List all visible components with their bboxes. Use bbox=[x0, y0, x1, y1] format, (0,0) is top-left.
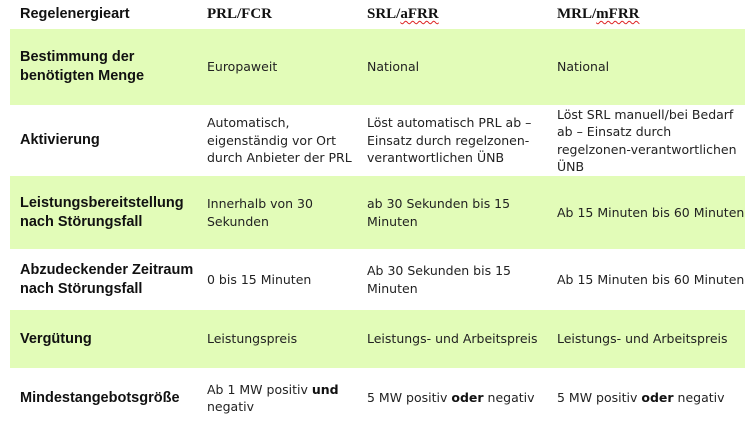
cell-mrl: Leistungs- und Arbeitspreis bbox=[557, 331, 728, 347]
cell-prl bbox=[197, 381, 357, 416]
cell-prl: Europaweit bbox=[207, 59, 278, 75]
cell-mrl: Ab 15 Minuten bis 60 Minuten bbox=[557, 204, 745, 220]
regelenergie-table bbox=[10, 0, 745, 428]
row-label: Mindestangebotsgröße bbox=[20, 389, 180, 406]
cell-srl: Leistungs- und Arbeitspreis bbox=[367, 331, 538, 347]
cell-srl: ab 30 Sekunden bis 15 Minuten bbox=[367, 196, 511, 229]
row-label: Abzudeckender Zeitraum nach Störungsfall bbox=[20, 261, 194, 297]
cell-prl: Automatisch, eigenständig vor Ort durch Anbieter der PRL bbox=[207, 115, 352, 166]
cell-srl: Ab 30 Sekunden bis 15 Minuten bbox=[367, 263, 511, 296]
cell-prl: Innerhalb von 30 Sekunden bbox=[207, 196, 313, 229]
row-label: Bestimmung der benötigten Menge bbox=[20, 49, 145, 84]
text: 5 MW positiv bbox=[557, 390, 642, 406]
row-label: Leistungsbereitstellung nach Störungsfall bbox=[20, 194, 184, 230]
cell-prl: 0 bis 15 Minuten bbox=[207, 271, 312, 287]
text: 5 MW positiv bbox=[367, 390, 452, 406]
text: negativ bbox=[207, 399, 254, 414]
table-row bbox=[10, 368, 745, 428]
header-mrl-mfrr bbox=[547, 6, 745, 23]
row-label: Vergütung bbox=[20, 330, 92, 347]
cell-srl: National bbox=[367, 59, 420, 75]
header-prl-fcr: PRL/FCR bbox=[207, 6, 272, 22]
row-label: Aktivierung bbox=[20, 132, 100, 148]
table-header-row bbox=[10, 0, 745, 29]
text: negativ bbox=[483, 390, 535, 406]
cell-mrl: Löst SRL manuell/bei Bedarf ab – Einsatz durch regelzonen-verantwortlichen ÜNB bbox=[557, 106, 737, 174]
cell-mrl bbox=[547, 389, 745, 407]
cell-srl: Löst automatisch PRL ab – Einsatz durch regelzonen-verantwortlichen ÜNB bbox=[367, 115, 532, 166]
table-row bbox=[10, 176, 745, 249]
emphasis: und bbox=[311, 381, 339, 397]
table-row bbox=[10, 310, 745, 368]
header-srl-prefix: SRL/ bbox=[367, 6, 401, 22]
cell-mrl: National bbox=[557, 59, 610, 75]
cell-prl: Leistungspreis bbox=[207, 331, 298, 347]
header-srl-afrr bbox=[357, 6, 547, 23]
table-row bbox=[10, 29, 745, 105]
text: Ab 1 MW positiv bbox=[207, 381, 312, 397]
table-row bbox=[10, 105, 745, 176]
header-mrl-suffix: mFRR bbox=[596, 6, 640, 22]
header-regelenergieart: Regelenergieart bbox=[20, 6, 130, 22]
header-mrl-prefix: MRL/ bbox=[557, 6, 597, 22]
table-row bbox=[10, 249, 745, 310]
cell-srl bbox=[357, 389, 547, 407]
cell-mrl: Ab 15 Minuten bis 60 Minuten bbox=[557, 271, 745, 287]
text: negativ bbox=[673, 390, 725, 406]
emphasis: oder bbox=[451, 390, 484, 406]
header-srl-suffix: aFRR bbox=[400, 6, 439, 22]
emphasis: oder bbox=[641, 390, 674, 406]
